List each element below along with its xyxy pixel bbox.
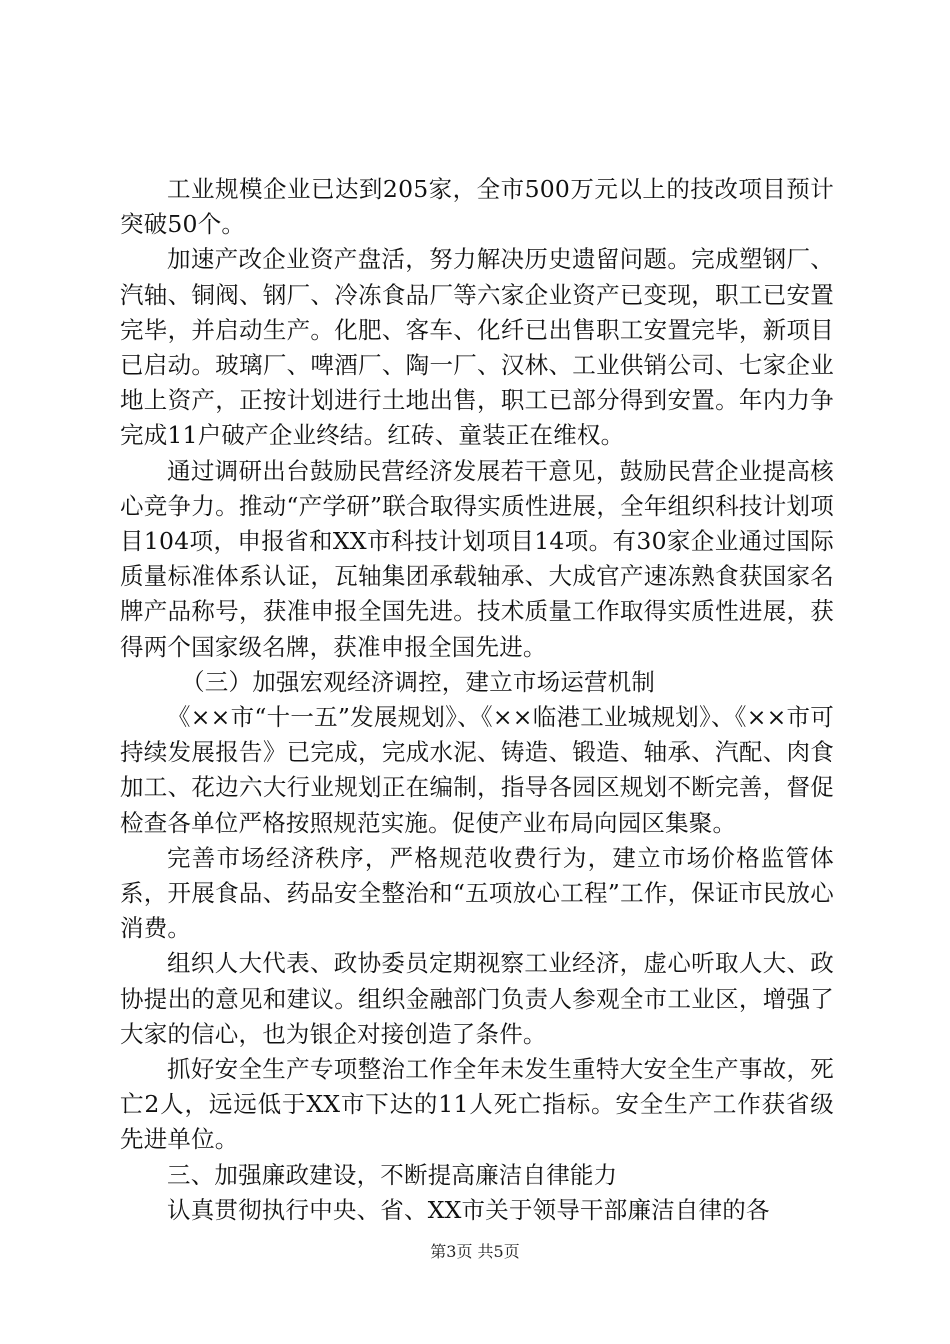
paragraph-integrity-start: 认真贯彻执行中央、省、XX市关于领导干部廉洁自律的各 xyxy=(167,1195,770,1224)
paragraph-private-economy: 通过调研出台鼓励民营经济发展若干意见，鼓励民营企业提高核心竞争力。推动“产学研”联合取得实质性进展，全年组织科技计划项目104项，申报省和XX市科技计划项目14项。有30家企业通过国际质量标准体系认证，瓦轴集团承载轴承、大成官产速冻熟食获国家名牌产品称号，获准申报全国先进。技术质量工作取得实质性进展，获得两个国家级名牌，获准申报全国先进。 xyxy=(120,456,834,661)
section-heading-integrity: 三、加强廉政建设，不断提高廉洁自律能力 xyxy=(167,1160,618,1189)
page-footer: 第3页 共5页 xyxy=(430,1242,520,1261)
paragraph-asset-revitalization: 加速产改企业资产盘活，努力解决历史遗留问题。完成塑钢厂、汽轴、铜阀、钢厂、冷冻食品厂等六家企业资产已变现，职工已安置完毕，并启动生产。化肥、客车、化纤已出售职工安置完毕，新项目已启动。玻璃厂、啤酒厂、陶一厂、汉林、工业供销公司、七家企业地上资产，正按计划进行土地出售，职工已部分得到安置。年内力争完成11户破产企业终结。红砖、童装正在维权。 xyxy=(120,245,834,450)
document-body xyxy=(120,172,834,1228)
paragraph-market-order: 完善市场经济秩序，严格规范收费行为，建立市场价格监管体系，开展食品、药品安全整治和“五项放心工程”工作，保证市民放心消费。 xyxy=(120,843,834,943)
section-heading-macro-control: （三）加强宏观经济调控，建立市场运营机制 xyxy=(181,667,656,696)
paragraph-industrial-scale: 工业规模企业已达到205家，全市500万元以上的技改项目预计突破50个。 xyxy=(120,175,834,239)
paragraph-inspection: 组织人大代表、政协委员定期视察工业经济，虚心听取人大、政协提出的意见和建议。组织金融部门负责人参观全市工业区，增强了大家的信心，也为银企对接创造了条件。 xyxy=(120,949,834,1048)
paragraph-planning: 《××市“十一五”发展规划》、《××临港工业城规划》、《××市可持续发展报告》已完成，完成水泥、铸造、锻造、轴承、汽配、肉食加工、花边六大行业规划正在编制，指导各园区规划不断完善，督促检查各单位严格按照规范实施。促使产业布局向园区集聚。 xyxy=(120,703,834,837)
paragraph-safety: 抓好安全生产专项整治工作全年未发生重特大安全生产事故，死亡2人，远远低于XX市下达的11人死亡指标。安全生产工作获省级先进单位。 xyxy=(120,1055,834,1154)
